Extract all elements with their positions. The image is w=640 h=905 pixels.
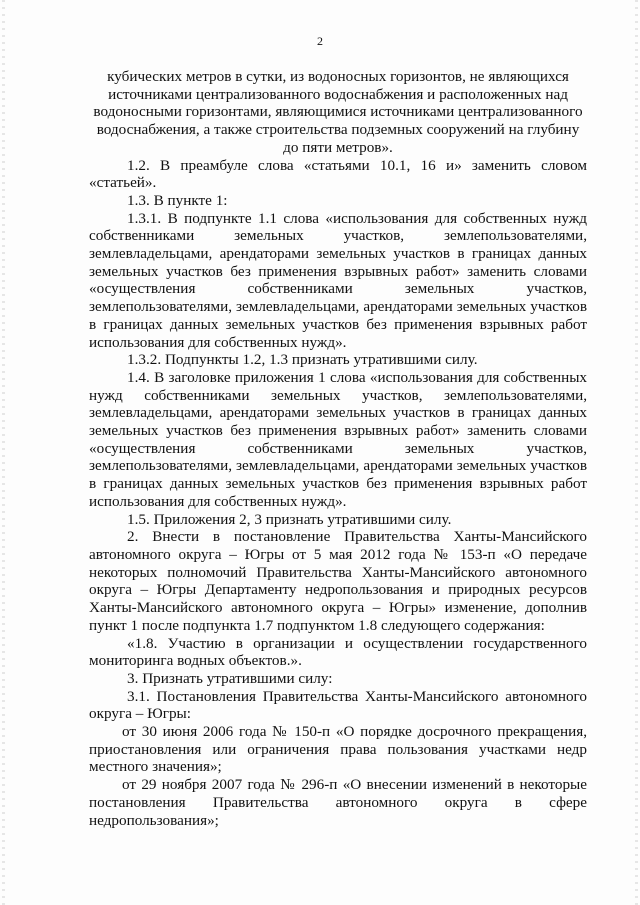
list-item-resolution-296: от 29 ноября 2007 года № 296-п «О внесении изменений в некоторые постановления Правительства автономного округа в сфере недропользования»; [89, 776, 587, 829]
paragraph-2: 2. Внести в постановление Правительства Ханты-Мансийского автономного округа – Югры от 5 мая 2012 года № 153-п «О передаче некоторых полномочий Правительства Ханты-Мансийского автономного округа – Югры Департаменту недропользования и природных ресурсов Ханты-Мансийского автономного округа – Югры» изменение, дополнив пункт 1 после подпункта 1.7 подпунктом 1.8 следующего содержания: [89, 528, 587, 634]
paragraph-1-3: 1.3. В пункте 1: [127, 191, 228, 209]
paragraph-3-1: 3.1. Постановления Правительства Ханты-Мансийского автономного округа – Югры: [89, 687, 587, 723]
paragraph-1-4: 1.4. В заголовке приложения 1 слова «использования для собственных нужд собственниками земельных участков, землепользователями, землевладельцами, арендаторами земельных участков в границах данных земельных участков без применения взрывных работ» заменить словами «осуществления собственниками земельных участков, землепользователями, землевладельцами, арендаторами земельных участков в границах данных земельных участков без применения взрывных работ использования для собственных нужд». [89, 368, 587, 510]
paragraph-1-3-2: 1.3.2. Подпункты 1.2, 1.3 признать утратившими силу. [127, 351, 478, 369]
scan-edge-left [2, 0, 5, 905]
list-item-resolution-150: от 30 июня 2006 года № 150-п «О порядке досрочного прекращения, приостановления или ограничения права пользования участками недр местного значения»; [89, 723, 587, 776]
paragraph-quote-1-8: «1.8. Участию в организации и осуществлении государственного мониторинга водных объектов.». [89, 634, 587, 670]
paragraph-1-3-1: 1.3.1. В подпункте 1.1 слова «использования для собственных нужд собственниками земельных участков, землепользователями, землевладельцами, арендаторами земельных участков в границах данных земельных участков без применения взрывных работ» заменить словами «осуществления собственниками земельных участков, землепользователями, землевладельцами, арендаторами земельных участков в границах данных земельных участков без применения взрывных работ использования для собственных нужд». [89, 209, 587, 351]
scan-edge-right [635, 0, 638, 905]
document-body [89, 68, 587, 829]
paragraph-3: 3. Признать утратившими силу: [127, 669, 333, 687]
paragraph-1-2: 1.2. В преамбуле слова «статьями 10.1, 16 и» заменить словом «статьей». [89, 156, 587, 192]
paragraph-continuation: кубических метров в сутки, из водоносных горизонтов, не являющихся источниками централизованного водоснабжения и расположенных над водоносными горизонтами, являющимися источниками централизованного водоснабжения, а также строительства подземных сооружений на глубину до пяти метров». [93, 68, 583, 156]
page-number: 2 [317, 34, 323, 48]
paragraph-1-5: 1.5. Приложения 2, 3 признать утратившими силу. [127, 510, 452, 528]
